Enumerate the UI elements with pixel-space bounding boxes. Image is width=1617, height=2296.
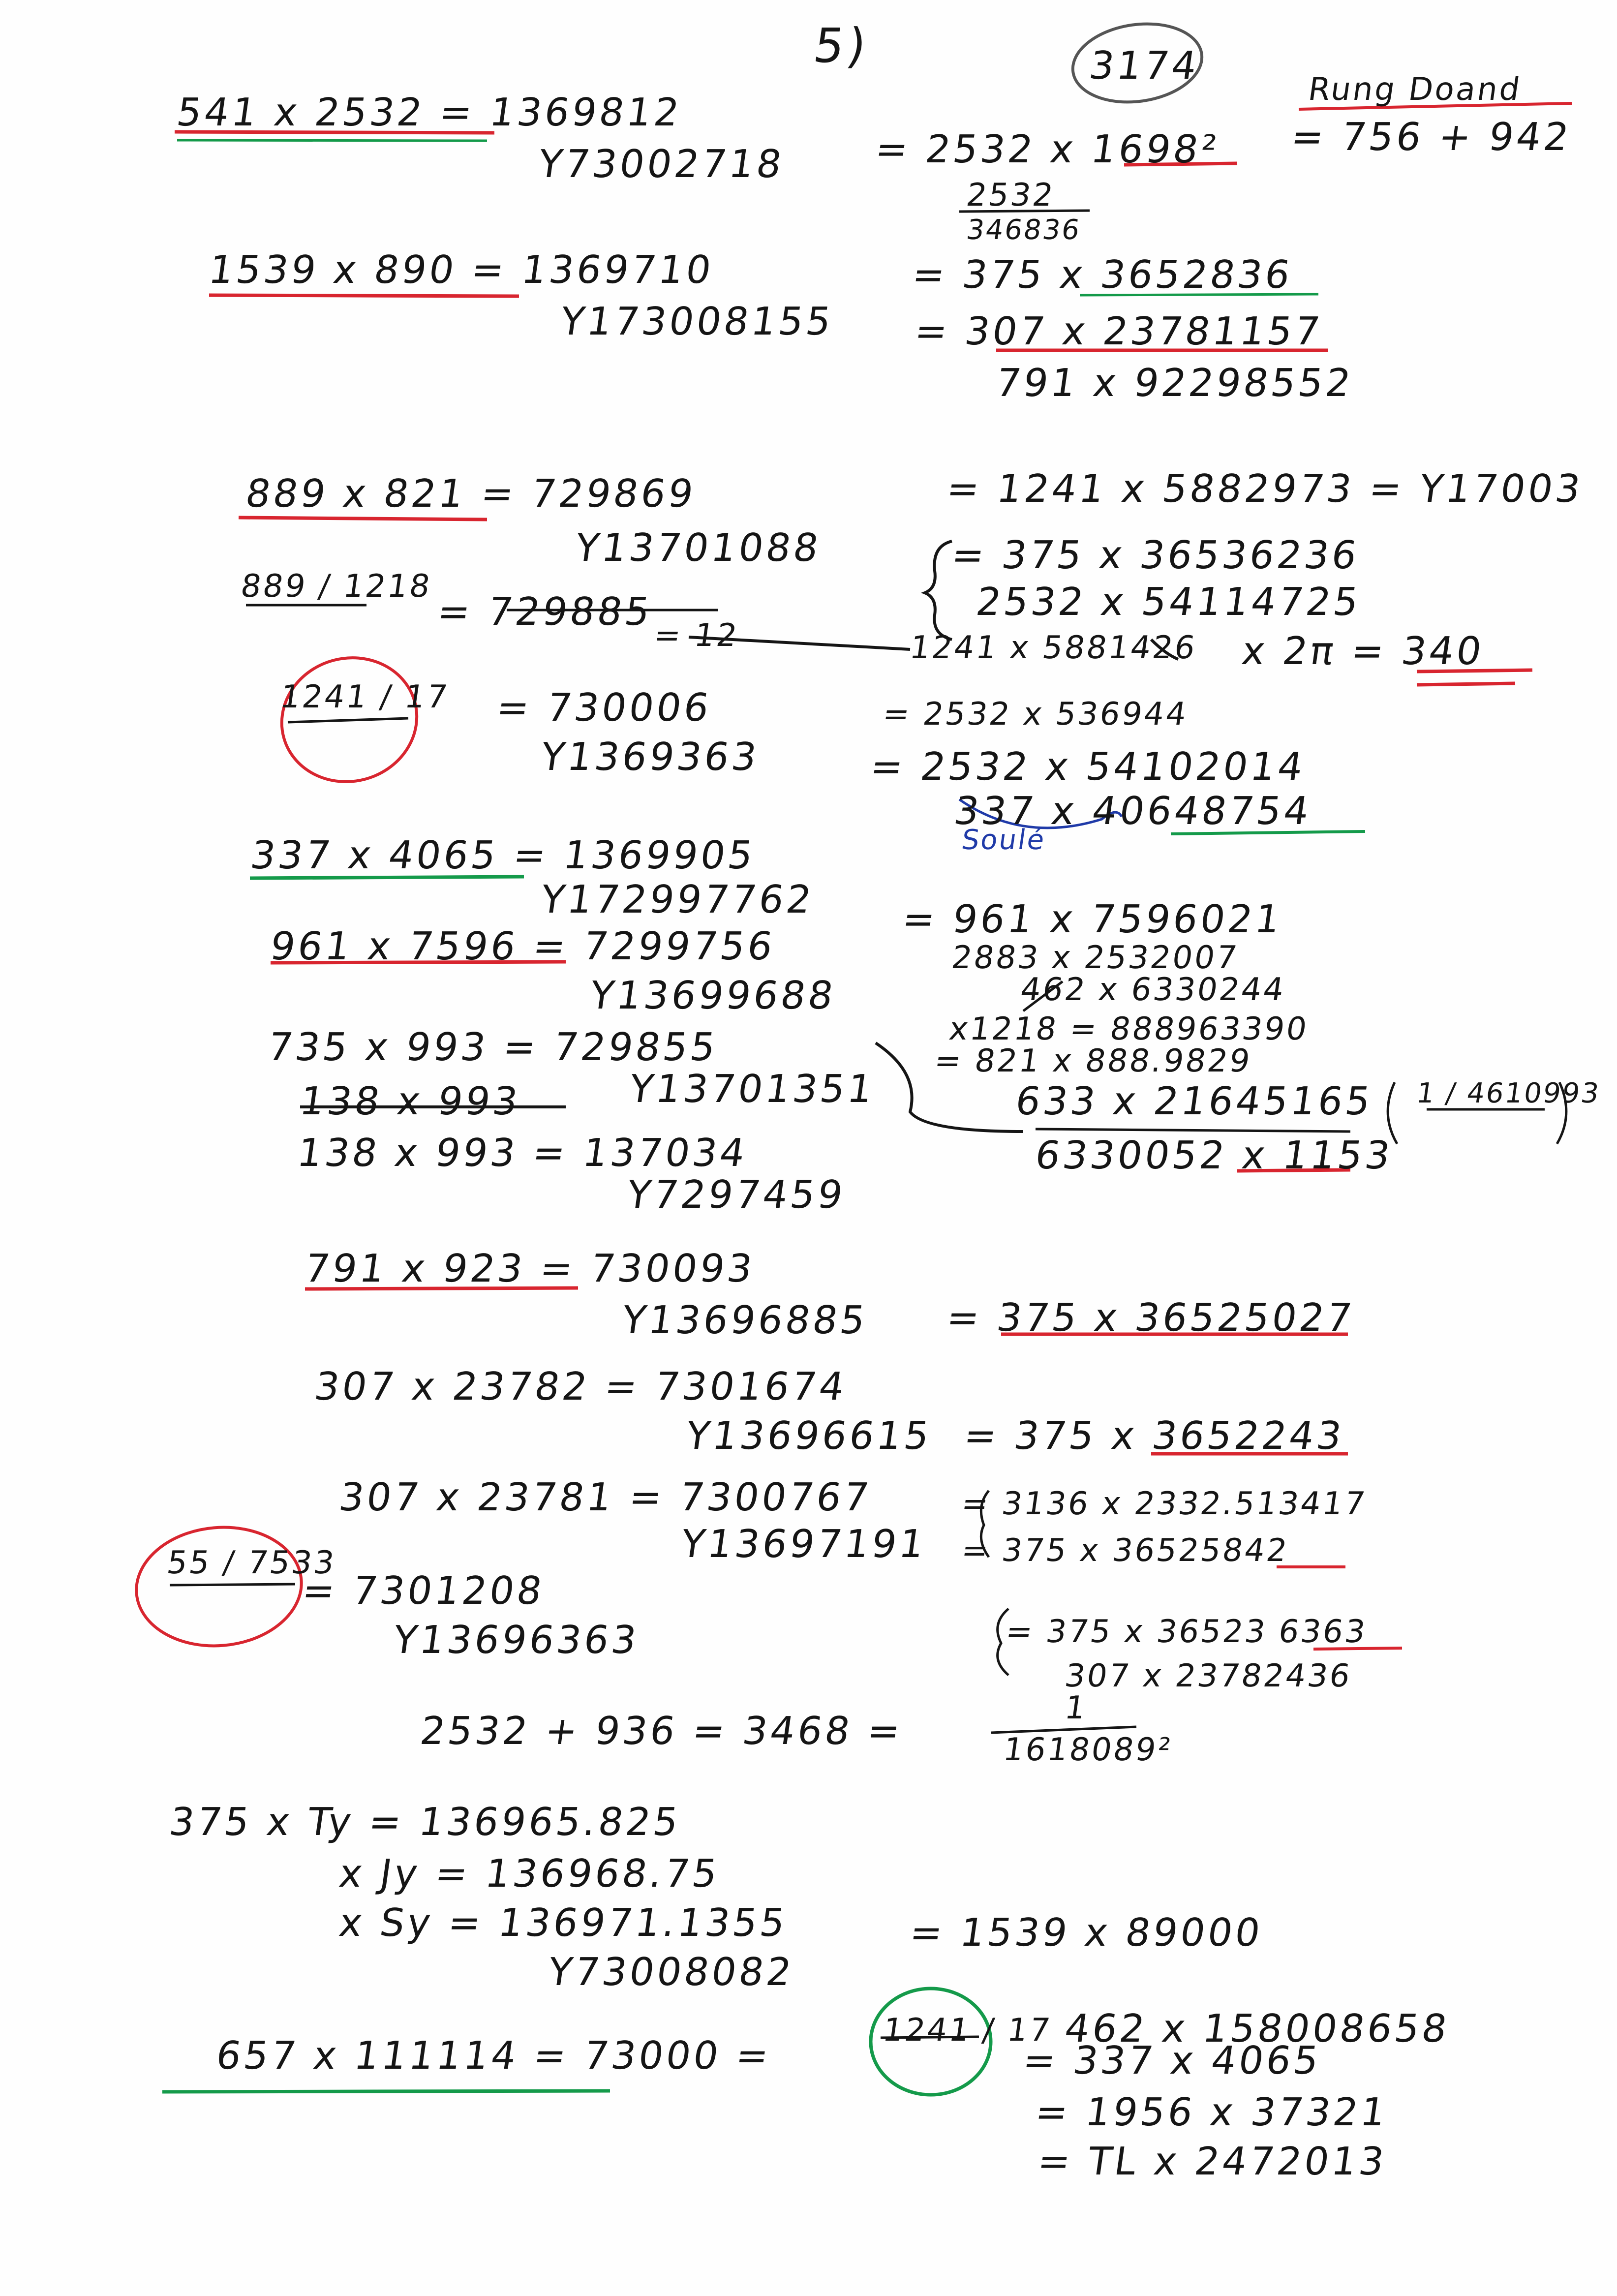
equation: = 729885 (434, 590, 656, 634)
equation: x Jy = 136968.75 (336, 1852, 723, 1896)
struck-equation: 138 x 993 (297, 1079, 523, 1124)
result: Y13701088 (572, 526, 824, 570)
equation: = 756 + 942 (1288, 115, 1575, 159)
fraction-denominator: 346836 (964, 214, 1083, 246)
equation: = 7301208 (299, 1569, 548, 1613)
equation: = 1539 x 89000 (907, 1911, 1266, 1955)
equation: 791 x 923 = 730093 (302, 1247, 758, 1291)
equation: = 961 x 7596021 (899, 897, 1286, 942)
section-header: 5) (810, 18, 873, 73)
annotation-blue: Soulé (959, 824, 1048, 856)
result: Y13696363 (390, 1618, 642, 1662)
equation: = TL x 2472013 (1035, 2140, 1390, 2184)
result: Y172997762 (538, 878, 817, 922)
page-number: 3174 (1086, 44, 1202, 88)
fraction-denominator: 1618089² (1001, 1732, 1175, 1768)
circle-1241-17 (268, 643, 430, 797)
circled-fraction: 1241 / 17 (277, 679, 452, 715)
equation: 462 x 158008658 (1062, 2007, 1453, 2051)
fraction-bar (170, 1584, 295, 1585)
equation: x 2π = 340 (1239, 629, 1487, 673)
equation: = 12 (651, 617, 741, 654)
equation: = 2532 x 536944 (880, 696, 1190, 733)
equation: = 375 x 3652836 (909, 253, 1296, 297)
underline-340b (1417, 683, 1515, 685)
equation: 735 x 993 = 729855 (265, 1025, 721, 1070)
author-name: Rung Doand (1306, 71, 1524, 108)
equation: = 375 x 36536236 (948, 533, 1363, 578)
equation: = 730006 (493, 686, 715, 730)
circled-fraction: 1241 / 17 (880, 2012, 1054, 2049)
equation: = 821 x 888.9829 (932, 1043, 1254, 1079)
equation: 307 x 23781 = 7300767 (336, 1475, 875, 1520)
equation: = 2532 x 54102014 (867, 745, 1309, 789)
result: Y73002718 (535, 142, 787, 186)
equation: 1241 x 5881426 (907, 630, 1199, 666)
equation: = 3136 x 2332.513417 (959, 1486, 1370, 1522)
equation: 961 x 7596 = 7299756 (267, 924, 778, 969)
equation: = 2532 x 1698² (872, 127, 1222, 172)
fraction: 889 / 1218 (238, 568, 434, 605)
equation: 138 x 993 = 137034 (294, 1131, 751, 1175)
equation: 337 x 40648754 (951, 789, 1314, 833)
equation: 889 x 821 = 729869 (243, 472, 699, 516)
equation: 337 x 4065 = 1369905 (247, 833, 759, 878)
circled-fraction: 55 / 7533 (164, 1545, 338, 1581)
equation: 791 x 92298552 (993, 361, 1356, 405)
underline-green (177, 140, 487, 141)
result: Y173008155 (557, 300, 837, 344)
equation: x Sy = 136971.1355 (336, 1901, 791, 1945)
equation: = 375 x 3652243 (961, 1414, 1347, 1458)
result: Y13696885 (619, 1298, 871, 1343)
equation: 462 x 6330244 (1018, 972, 1288, 1008)
equation: 2532 + 936 = 3468 = (417, 1709, 906, 1753)
underline-red (239, 518, 487, 520)
result: Y13701351 (626, 1067, 878, 1111)
equation: 541 x 2532 = 1369812 (174, 91, 685, 135)
fraction: 1 / 4610993 (1414, 1077, 1603, 1109)
result: Y7297459 (624, 1173, 849, 1217)
equation: 2532 x 54114725 (973, 580, 1364, 624)
fraction-numerator: 1 (1062, 1690, 1090, 1726)
result: Y13696615 (683, 1414, 935, 1458)
result: Y1369363 (538, 735, 763, 779)
equation: 6330052 x 1153 (1032, 1133, 1396, 1178)
equation: = 1241 x 5882973 = Y17003 (944, 467, 1586, 511)
equation: 2883 x 2532007 (949, 940, 1241, 976)
equation: = 375 x 36525027 (944, 1296, 1358, 1340)
fraction-bar (288, 718, 408, 722)
equation: = 307 x 23781157 (912, 309, 1326, 354)
equation: 657 x 111114 = 73000 = (213, 2034, 774, 2078)
equation: = 337 x 4065 (1020, 2039, 1324, 2083)
equation: 375 x Ty = 136965.825 (166, 1800, 684, 1844)
fraction-numerator: 2532 (964, 177, 1058, 214)
equation: = 1956 x 37321 (1032, 2090, 1391, 2135)
result: Y13699688 (587, 974, 839, 1018)
underline-green (162, 2091, 610, 2092)
circle-55-7533 (131, 1521, 306, 1653)
fraction-bar (1036, 1129, 1350, 1132)
equation: 1539 x 890 = 1369710 (206, 248, 717, 292)
result: Y13697191 (678, 1522, 930, 1566)
equation: = 375 x 36523 6363 (1003, 1614, 1370, 1650)
equation: = 375 x 36525842 (959, 1532, 1291, 1569)
equation: 307 x 23782 = 7301674 (311, 1365, 850, 1409)
result: Y73008082 (545, 1950, 797, 1994)
underline-red (209, 295, 519, 296)
equation: 633 x 21645165 (1012, 1079, 1376, 1124)
equation: x1218 = 888963390 (946, 1011, 1311, 1047)
equation: 307 x 23782436 (1062, 1658, 1354, 1694)
brace (925, 541, 952, 640)
